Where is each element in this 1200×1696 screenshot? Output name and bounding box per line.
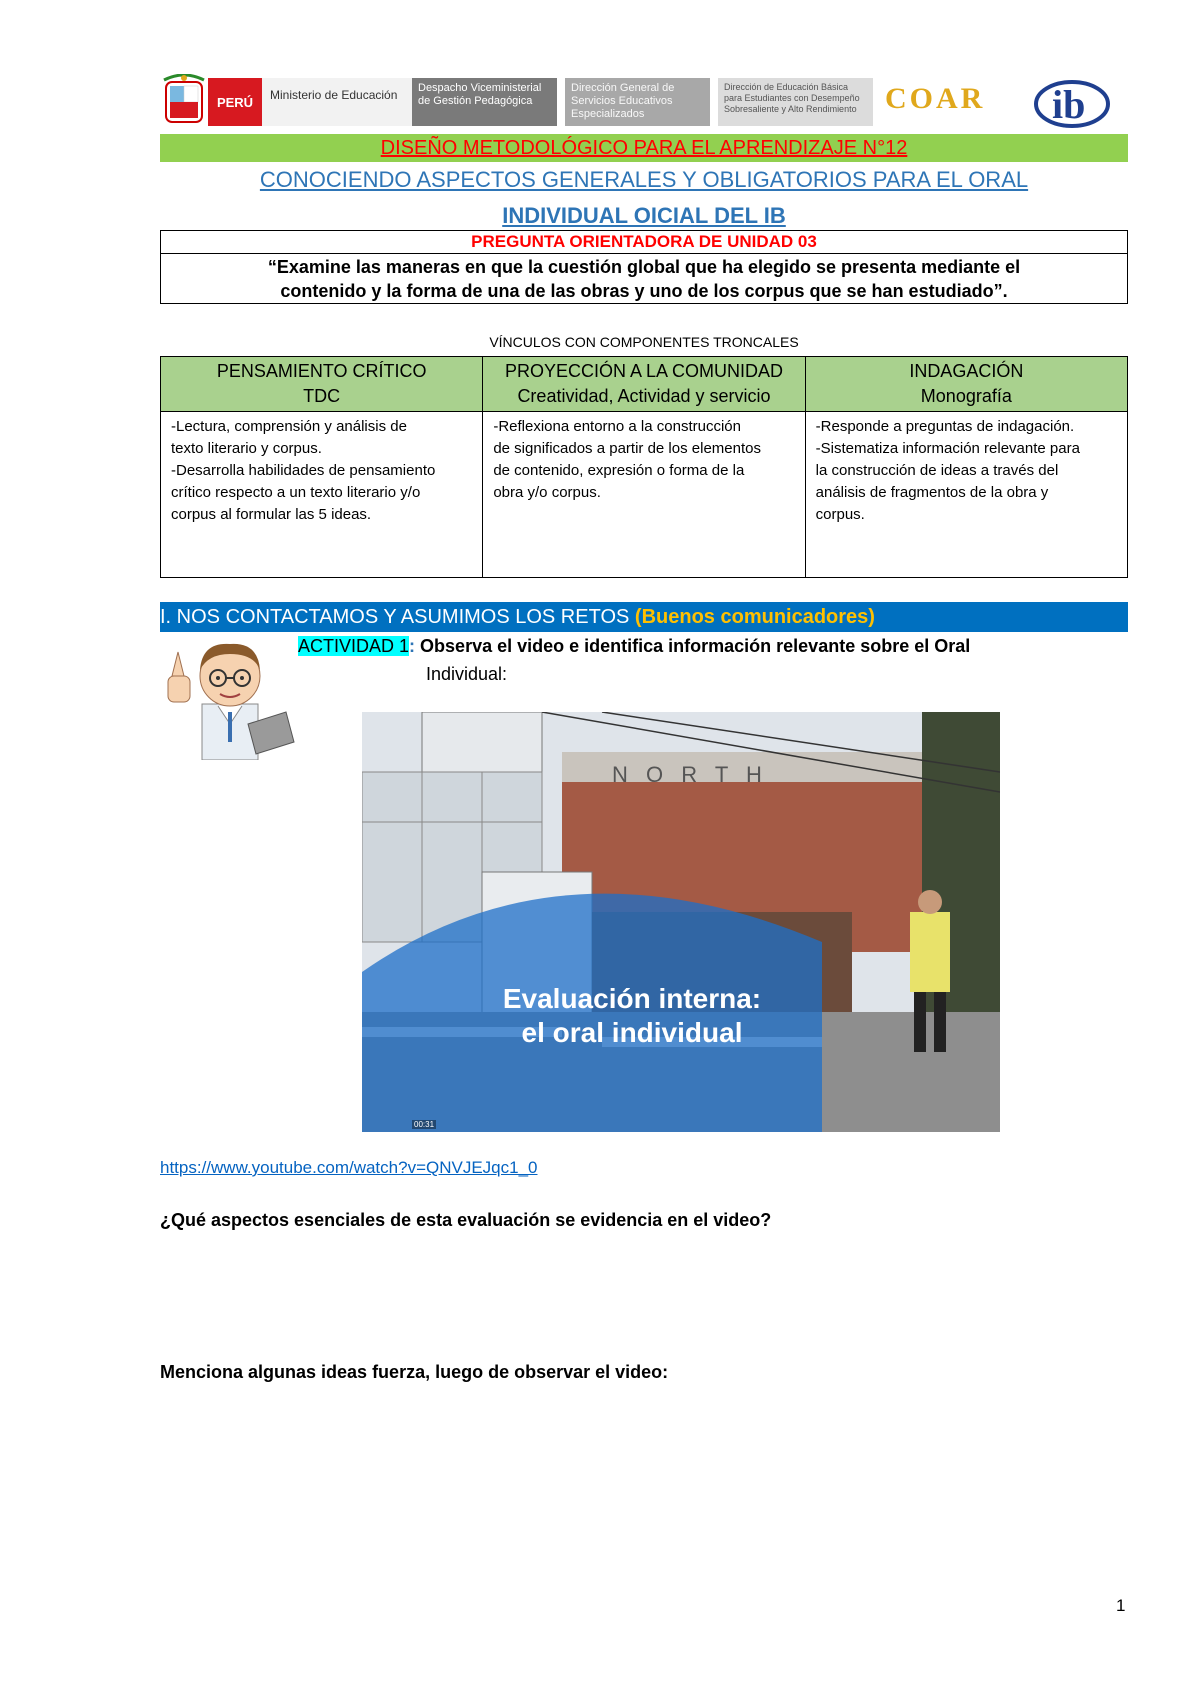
logo-bar [160,74,1128,130]
video-caption-line-2: el oral individual [521,1017,743,1048]
component-cell-critical-thinking [161,412,483,578]
component-line: corpus. [815,506,865,523]
ib-logo-icon [1032,74,1112,130]
viceministerial-logo: Despacho Viceministerial de Gestión Pedagógica [412,78,557,126]
guiding-question-header: PREGUNTA ORIENTADORA DE UNIDAD 03 [161,231,1127,254]
document-title: DISEÑO METODOLÓGICO PARA EL APRENDIZAJE N°12 [380,137,908,159]
guiding-question-text [161,255,1127,303]
subtitle-line-1: CONOCIENDO ASPECTOS GENERALES Y OBLIGATORIOS PARA EL ORAL [259,167,1029,192]
component-line: corpus al formular las 5 ideas. [171,506,372,523]
page-number: 1 [1116,1596,1126,1615]
guiding-question-box [160,230,1128,304]
component-subtitle: Creatividad, Actividad y servicio [517,386,771,406]
component-line: -Responde a preguntas de indagación. [815,418,1075,435]
question-2: Menciona algunas ideas fuerza, luego de observar el video: [160,1362,669,1382]
component-line: texto literario y corpus. [171,440,322,457]
subtitle-line-2: INDIVIDUAL OICIAL DEL IB [502,203,786,228]
components-header-row [161,357,1128,412]
teacher-illustration-icon [158,632,298,760]
vinculos-label: VÍNCULOS CON COMPONENTES TRONCALES [489,334,799,350]
svg-text:ib: ib [1052,82,1086,127]
activity-colon: : [409,636,416,656]
video-caption-line-1: Evaluación interna: [502,983,762,1014]
video-timestamp: 00:31 [414,1120,435,1129]
component-header-critical-thinking [161,357,483,412]
section-title [160,602,875,632]
ministry-label: Ministerio de Educación [270,88,398,102]
section-title-text: I. NOS CONTACTAMOS Y ASUMIMOS LOS RETOS [160,606,630,628]
video-caption [362,982,902,1050]
component-title: INDAGACIÓN [909,361,1024,381]
component-line: crítico respecto a un texto literario y/o [171,484,421,501]
components-body-row [161,412,1128,578]
video-thumbnail[interactable] [362,712,1000,1132]
building-sign: N O R T H [612,762,768,787]
activity-text-line-2: Individual: [426,664,508,684]
question-1: ¿Qué aspectos esenciales de esta evaluación se evidencia en el video? [160,1210,772,1230]
component-header-community [483,357,805,412]
component-line: -Reflexiona entorno a la construcción [493,418,741,435]
debedsar-logo: Dirección de Educación Básica para Estudiantes con Desempeño Sobresaliente y Alto Rendimiento [718,78,873,126]
component-line: -Desarrolla habilidades de pensamiento [171,462,436,479]
guiding-question-line-1: “Examine las maneras en que la cuestión global que ha elegido se presenta mediante el [267,257,1021,277]
component-title: PROYECCIÓN A LA COMUNIDAD [504,361,784,381]
section-subtitle: (Buenos comunicadores) [634,606,875,628]
youtube-link[interactable]: https://www.youtube.com/watch?v=QNVJEJqc1_0 [160,1158,538,1177]
activity-text-line-1: Observa el video e identifica información relevante sobre el Oral [420,636,971,656]
peru-label: PERÚ [208,78,262,126]
component-line: análisis de fragmentos de la obra y [815,484,1049,501]
component-line: de significados a partir de los elementos [493,440,761,457]
component-line: de contenido, expresión o forma de la [493,462,745,479]
minedu-logo [208,78,418,126]
component-header-inquiry [805,357,1127,412]
component-cell-inquiry [805,412,1127,578]
component-line: la construcción de ideas a través del [815,462,1059,479]
component-line: obra y/o corpus. [493,484,601,501]
component-line: -Sistematiza información relevante para [815,440,1080,457]
activity-heading [298,634,970,658]
guiding-question-line-2: contenido y la forma de una de las obras y uno de los corpus que se han estudiado”. [280,281,1008,301]
peru-coat-of-arms-icon [160,74,208,126]
direccion-general-logo: Dirección General de Servicios Educativos Especializados [565,78,710,126]
video-scene-icon [362,712,1000,1132]
component-cell-community [483,412,805,578]
component-line: -Lectura, comprensión y análisis de [171,418,407,435]
component-subtitle: TDC [303,386,341,406]
component-title: PENSAMIENTO CRÍTICO [216,361,427,381]
coar-logo: COAR [885,82,986,115]
activity-label: ACTIVIDAD 1 [298,636,410,656]
component-subtitle: Monografía [920,386,1012,406]
components-table [160,356,1128,578]
